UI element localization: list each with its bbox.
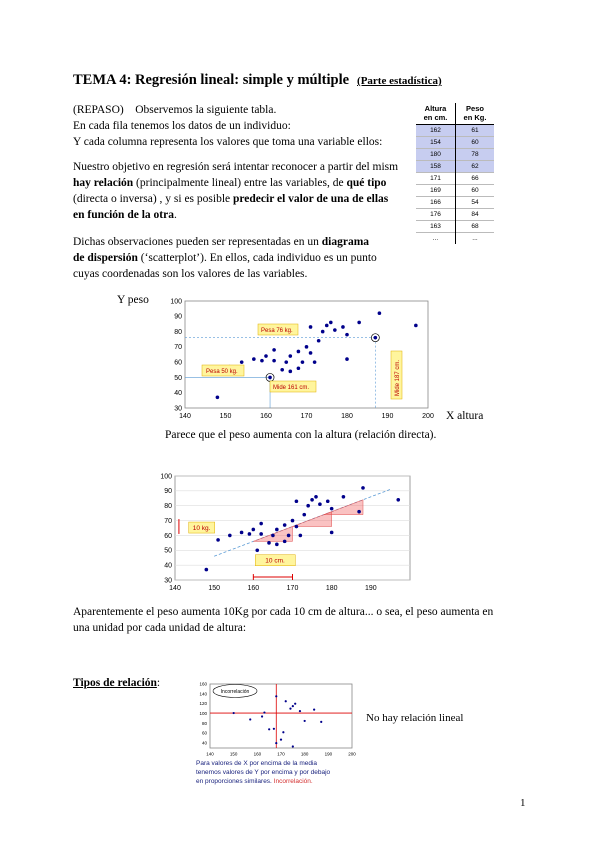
- chart1-y-label: Y peso: [117, 294, 149, 306]
- x-tick-label: 190: [364, 585, 377, 592]
- x-tick-label: 190: [381, 413, 394, 420]
- data-point: [396, 498, 400, 502]
- incorrelation-badge: Incorrelación: [220, 689, 250, 695]
- conclusion-paragraph: Aparentemente el peso aumenta 10Kg por cada 10 cm de altura... o sea, el peso aumenta en una unidad por cada unidad de altura:: [73, 606, 494, 634]
- y-tick-label: 40: [174, 390, 182, 398]
- table-row: [416, 197, 494, 209]
- y-tick-label: 160: [199, 681, 207, 687]
- data-table: [416, 103, 494, 244]
- x-tick-label: 180: [341, 413, 353, 420]
- data-point: [275, 543, 279, 547]
- data-point: [285, 700, 287, 702]
- x-tick-label: 200: [422, 413, 434, 420]
- x-tick-label: 150: [219, 413, 232, 420]
- table-row: [416, 125, 494, 137]
- cell-peso: 54: [456, 197, 495, 209]
- page-number: 1: [520, 797, 526, 809]
- table-row: [416, 209, 494, 221]
- data-point: [289, 370, 293, 374]
- note-10kg: 10 kg.: [192, 525, 211, 533]
- data-point: [295, 499, 299, 503]
- data-point: [313, 709, 315, 711]
- y-tick-label: 40: [164, 562, 172, 570]
- data-point: [289, 708, 291, 710]
- data-point: [287, 534, 291, 538]
- data-point: [378, 311, 382, 315]
- x-tick-label: 180: [300, 751, 309, 757]
- data-point: [317, 339, 321, 343]
- x-tick-label: 190: [324, 751, 333, 757]
- y-tick-label: 40: [201, 740, 207, 746]
- cell-altura: 169: [416, 185, 456, 197]
- data-point: [272, 359, 276, 363]
- data-point: [357, 510, 361, 514]
- data-point: [275, 695, 277, 697]
- chart3-caption: Para valores de X por encima de la media tenemos valores de Y por encima y por debajo en proporciones similares. Incorrelación.: [196, 760, 331, 785]
- data-point: [273, 728, 275, 730]
- data-point: [301, 360, 305, 364]
- header-altura: Altura en cm.: [416, 103, 456, 125]
- x-tick-label: 160: [253, 751, 262, 757]
- cell-altura: 166: [416, 197, 456, 209]
- data-point: [255, 548, 259, 552]
- header-peso: Peso en Kg.: [456, 103, 495, 125]
- data-point: [297, 350, 301, 354]
- data-point: [305, 345, 309, 349]
- data-point: [329, 321, 333, 325]
- data-point: [302, 513, 306, 517]
- y-tick-label: 50: [174, 374, 182, 382]
- note-pesa-76: Pesa 76 kg.: [261, 328, 293, 334]
- table-row: [416, 221, 494, 233]
- data-point: [240, 360, 244, 364]
- data-point: [284, 360, 288, 364]
- data-point: [272, 348, 276, 352]
- data-point: [271, 534, 275, 538]
- data-point: [330, 507, 334, 511]
- cell-peso: 60: [456, 137, 495, 149]
- data-point: [289, 354, 293, 358]
- page-title: TEMA 4: Regresión lineal: simple y múltiple (Parte estadística): [73, 72, 442, 88]
- data-point: [320, 721, 322, 723]
- cell-altura: 180: [416, 149, 456, 161]
- data-point: [304, 720, 306, 722]
- data-point: [299, 534, 303, 538]
- data-point: [264, 354, 268, 358]
- x-tick-label: 170: [300, 413, 313, 420]
- data-point: [205, 568, 209, 572]
- title-subtitle: (Parte estadística): [357, 75, 442, 87]
- data-point: [263, 711, 265, 713]
- x-tick-label: 160: [260, 413, 272, 420]
- data-point: [299, 710, 301, 712]
- data-point: [342, 495, 346, 499]
- scatter-chart-1: [140, 295, 440, 425]
- data-point: [313, 360, 317, 364]
- cell-altura: 163: [416, 221, 456, 233]
- data-point: [361, 486, 365, 490]
- cell-peso: 60: [456, 185, 495, 197]
- data-point: [314, 495, 318, 499]
- data-point: [291, 519, 295, 523]
- data-point: [325, 324, 329, 328]
- y-tick-label: 30: [164, 577, 172, 585]
- intro-paragraph: (REPASO) Observemos la siguiente tabla. En cada fila tenemos los datos de un individuo: Y cada columna representa los valores que toma una variable ellos:: [73, 104, 383, 148]
- data-point: [267, 541, 271, 545]
- cell-altura: 154: [416, 137, 456, 149]
- data-point: [216, 396, 220, 400]
- data-point: [309, 325, 313, 329]
- data-point: [283, 523, 287, 527]
- data-point: [326, 499, 330, 503]
- data-point: [321, 330, 325, 334]
- y-tick-label: 100: [199, 711, 207, 717]
- table-row: [416, 149, 494, 161]
- y-tick-label: 30: [174, 405, 182, 413]
- data-point: [260, 359, 264, 363]
- y-tick-label: 50: [164, 547, 172, 555]
- cell-altura: 176: [416, 209, 456, 221]
- y-tick-label: 80: [164, 503, 172, 511]
- y-tick-label: 70: [174, 344, 182, 352]
- x-tick-label: 180: [325, 585, 338, 592]
- y-tick-label: 80: [201, 720, 207, 726]
- y-tick-label: 100: [160, 473, 172, 481]
- scatter-intro-paragraph: Dichas observaciones pueden ser representadas en un diagrama de dispersión (‘scatterplot’). En ellos, cada individuo es un punto cuyas coordenadas son los valores de las variables.: [73, 236, 377, 280]
- cell-altura: ...: [416, 233, 456, 245]
- objective-paragraph: Nuestro objetivo en regresión será intentar reconocer a partir del mism hay relación (principalmente lineal) entre las variables, de qué tipo (directa o inversa) , y si es posible predecir el valor de una de ellas en función de la otra.: [73, 161, 399, 221]
- x-tick-label: 140: [169, 585, 181, 592]
- data-point: [374, 336, 378, 340]
- chart1-x-label: X altura: [446, 410, 484, 422]
- cell-peso: 68: [456, 221, 495, 233]
- data-point: [216, 538, 220, 542]
- note-pesa-50: Pesa 50 kg.: [206, 369, 238, 375]
- data-point: [292, 745, 294, 747]
- y-tick-label: 60: [164, 532, 172, 540]
- no-relation-label: No hay relación lineal: [366, 712, 464, 724]
- x-tick-label: 170: [286, 585, 299, 592]
- data-point: [297, 366, 301, 370]
- y-tick-label: 80: [174, 328, 182, 336]
- data-point: [259, 522, 263, 526]
- x-tick-label: 200: [348, 751, 356, 757]
- data-point: [252, 357, 256, 361]
- tipos-heading: Tipos de relación:: [73, 677, 161, 689]
- data-point: [249, 718, 251, 720]
- data-point: [310, 498, 314, 502]
- cell-altura: 171: [416, 173, 456, 185]
- data-point: [283, 540, 287, 544]
- x-tick-label: 170: [277, 751, 285, 757]
- cell-peso: 78: [456, 149, 495, 161]
- data-point: [252, 528, 256, 532]
- data-point: [345, 357, 349, 361]
- data-point: [294, 703, 296, 705]
- cell-peso: 62: [456, 161, 495, 173]
- data-point: [233, 712, 235, 714]
- data-point: [292, 705, 294, 707]
- data-point: [259, 532, 263, 536]
- y-tick-label: 60: [201, 730, 207, 736]
- data-point: [228, 534, 232, 538]
- x-tick-label: 150: [208, 585, 221, 592]
- table-row: [416, 185, 494, 197]
- x-tick-label: 160: [247, 585, 260, 592]
- data-point: [357, 321, 361, 325]
- cell-peso: 61: [456, 125, 495, 137]
- scatter-chart-3: [192, 680, 357, 758]
- chart1-caption: Parece que el peso aumenta con la altura (relación directa).: [165, 429, 437, 441]
- data-point: [248, 532, 252, 536]
- y-tick-label: 140: [199, 691, 207, 697]
- data-point: [295, 525, 299, 529]
- y-tick-label: 60: [174, 359, 182, 367]
- data-point: [333, 328, 337, 332]
- data-point: [280, 739, 282, 741]
- cell-peso: 66: [456, 173, 495, 185]
- data-point: [268, 728, 270, 730]
- data-point: [330, 531, 334, 535]
- data-point: [306, 504, 310, 508]
- cell-altura: 158: [416, 161, 456, 173]
- y-tick-label: 70: [164, 517, 172, 525]
- y-tick-label: 100: [170, 298, 182, 306]
- data-point: [318, 502, 322, 506]
- table-row: [416, 173, 494, 185]
- cell-altura: 162: [416, 125, 456, 137]
- note-mide-161: Mide 161 cm.: [273, 385, 310, 391]
- data-point: [280, 368, 284, 372]
- y-tick-label: 120: [199, 701, 207, 707]
- data-point: [261, 715, 263, 717]
- data-point: [341, 325, 345, 329]
- y-tick-label: 90: [164, 488, 172, 496]
- data-point: [309, 351, 313, 355]
- note-mide-187: Mide 187 cm.: [395, 359, 401, 396]
- x-tick-label: 140: [179, 413, 191, 420]
- table-row: [416, 137, 494, 149]
- x-tick-label: 140: [206, 751, 214, 757]
- table-row: [416, 233, 494, 245]
- data-point: [282, 731, 284, 733]
- data-point: [275, 528, 279, 532]
- data-point: [414, 324, 418, 328]
- data-point: [275, 742, 277, 744]
- data-point: [345, 333, 349, 337]
- data-point: [268, 376, 272, 380]
- cell-peso: 84: [456, 209, 495, 221]
- y-tick-label: 90: [174, 313, 182, 321]
- cell-peso: ...: [456, 233, 495, 245]
- note-10cm: 10 cm.: [265, 557, 285, 565]
- x-tick-label: 150: [229, 751, 238, 757]
- table-row: [416, 161, 494, 173]
- data-point: [240, 531, 244, 535]
- scatter-chart-2: [140, 467, 440, 594]
